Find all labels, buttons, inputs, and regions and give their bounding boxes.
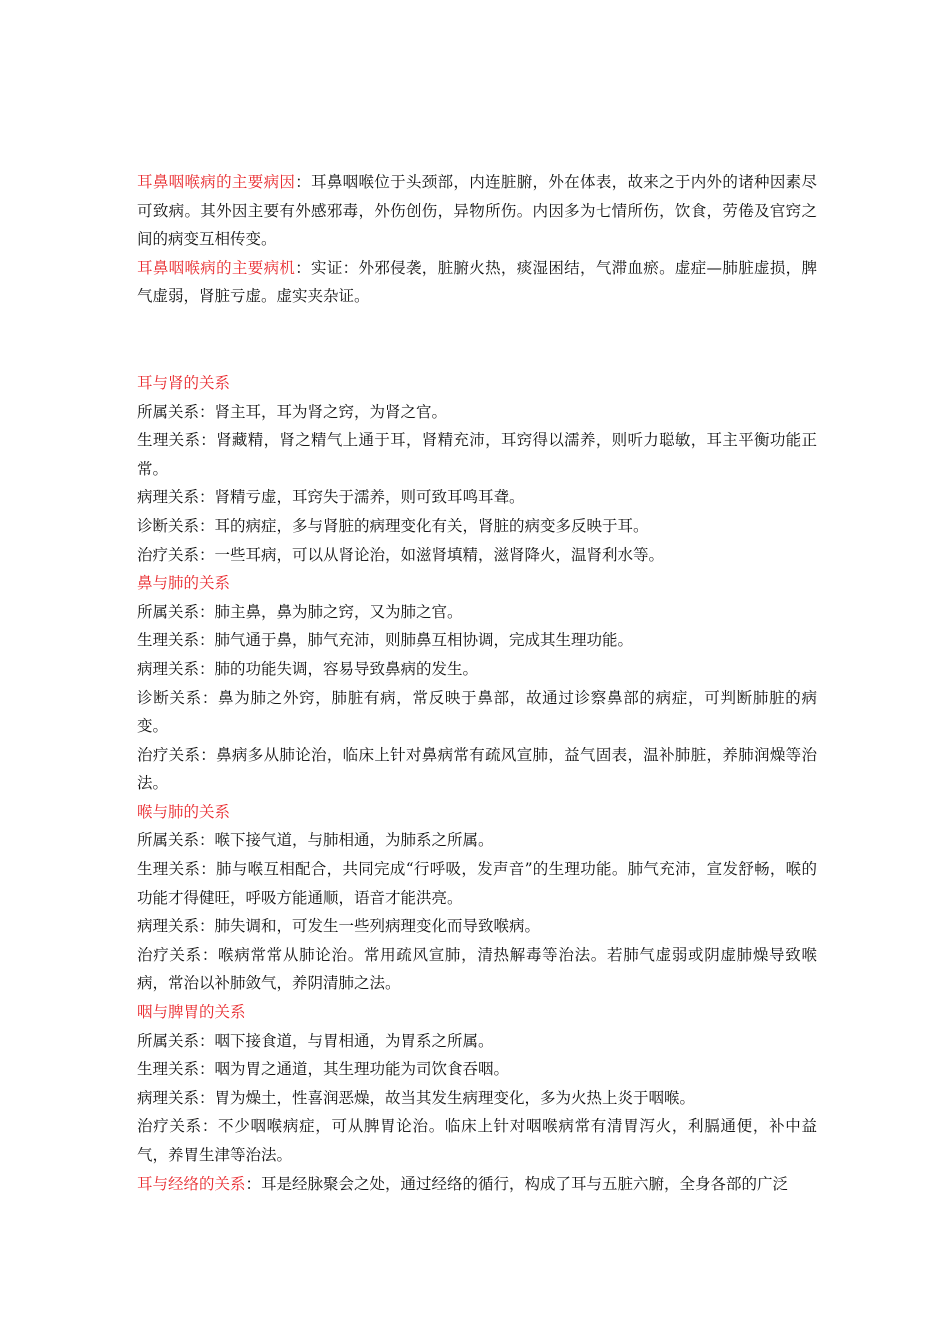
meridian-text: ：耳是经脉聚会之处，通过经络的循行，构成了耳与五脏六腑，全身各部的广泛 (245, 1174, 789, 1193)
relation-item: 所属关系：肾主耳，耳为肾之窍，为肾之官。 (137, 402, 448, 421)
section-heading: 咽与脾胃的关系 (137, 1003, 246, 1022)
mechanism-heading: 耳鼻咽喉病的主要病机 (137, 258, 296, 277)
cause-heading: 耳鼻咽喉病的主要病因 (137, 173, 296, 191)
relations-sections (137, 369, 817, 1170)
cause-text: ：耳鼻咽喉位于头颈部，内连脏腑，外在体表，故来之于内外的诸种因素尽可致病。其外因主要有外感邪毒，外伤创伤，异物所伤。内因多为七情所伤，饮食，劳倦及官窍之间的病变互相传变。 (137, 173, 817, 249)
relation-item: 诊断关系：耳的病症，多与肾脏的病理变化有关，肾脏的病变多反映于耳。 (137, 516, 649, 535)
relation-item: 所属关系：咽下接食道，与胃相通，为胃系之所属。 (137, 1031, 494, 1050)
relation-item: 生理关系：肺与喉互相配合，共同完成“行呼吸，发声音”的生理功能。肺气充沛，宣发舒畅，喉的功能才得健旺，呼吸方能通顺，语音才能洪亮。 (137, 860, 817, 907)
relation-item: 治疗关系：一些耳病，可以从肾论治，如滋肾填精，滋肾降火，温肾利水等。 (137, 545, 665, 564)
section-heading: 鼻与肺的关系 (137, 574, 231, 593)
relation-item: 生理关系：咽为胃之通道，其生理功能为司饮食吞咽。 (137, 1060, 510, 1079)
relation-item: 病理关系：肺失调和，可发生一些列病理变化而导致喉病。 (137, 917, 541, 936)
relation-item: 所属关系：喉下接气道，与肺相通，为肺系之所属。 (137, 831, 494, 850)
document-body (137, 168, 817, 1198)
section-heading: 喉与肺的关系 (137, 802, 231, 821)
meridian-heading: 耳与经络的关系 (137, 1174, 246, 1193)
cause-paragraph (137, 168, 817, 254)
relation-item: 病理关系：胃为燥土，性喜润恶燥，故当其发生病理变化，多为火热上炎于咽喉。 (137, 1088, 696, 1107)
mechanism-text: ：实证：外邪侵袭，脏腑火热，痰湿困结，气滞血瘀。虚症—肺脏虚损，脾气虚弱，肾脏亏虚。虚实夹杂证。 (137, 258, 817, 306)
section-gap (137, 311, 817, 369)
relation-item: 生理关系：肺气通于鼻，肺气充沛，则肺鼻互相协调，完成其生理功能。 (137, 631, 634, 650)
relation-item: 生理关系：肾藏精，肾之精气上通于耳，肾精充沛，耳窍得以濡养，则听力聪敏，耳主平衡功能正常。 (137, 431, 817, 478)
meridian-paragraph (137, 1170, 817, 1199)
mechanism-paragraph (137, 254, 817, 311)
relation-item: 病理关系：肾精亏虚，耳窍失于濡养，则可致耳鸣耳聋。 (137, 488, 525, 507)
relation-item: 治疗关系：喉病常常从肺论治。常用疏风宣肺，清热解毒等治法。若肺气虚弱或阴虚肺燥导致喉病，常治以补肺敛气，养阴清肺之法。 (137, 945, 817, 993)
relation-item: 诊断关系：鼻为肺之外窍，肺脏有病，常反映于鼻部，故通过诊察鼻部的病症，可判断肺脏的病变。 (137, 688, 817, 736)
relation-item: 所属关系：肺主鼻，鼻为肺之窍，又为肺之官。 (137, 602, 463, 621)
section-heading: 耳与肾的关系 (137, 373, 231, 392)
relation-item: 治疗关系：鼻病多从肺论治，临床上针对鼻病常有疏风宣肺，益气固表，温补肺脏，养肺润燥等治法。 (137, 745, 817, 793)
relation-item: 病理关系：肺的功能失调，容易导致鼻病的发生。 (137, 659, 479, 678)
relation-item: 治疗关系：不少咽喉病症，可从脾胃论治。临床上针对咽喉病常有清胃泻火，利膈通便，补中益气，养胃生津等治法。 (137, 1117, 817, 1164)
